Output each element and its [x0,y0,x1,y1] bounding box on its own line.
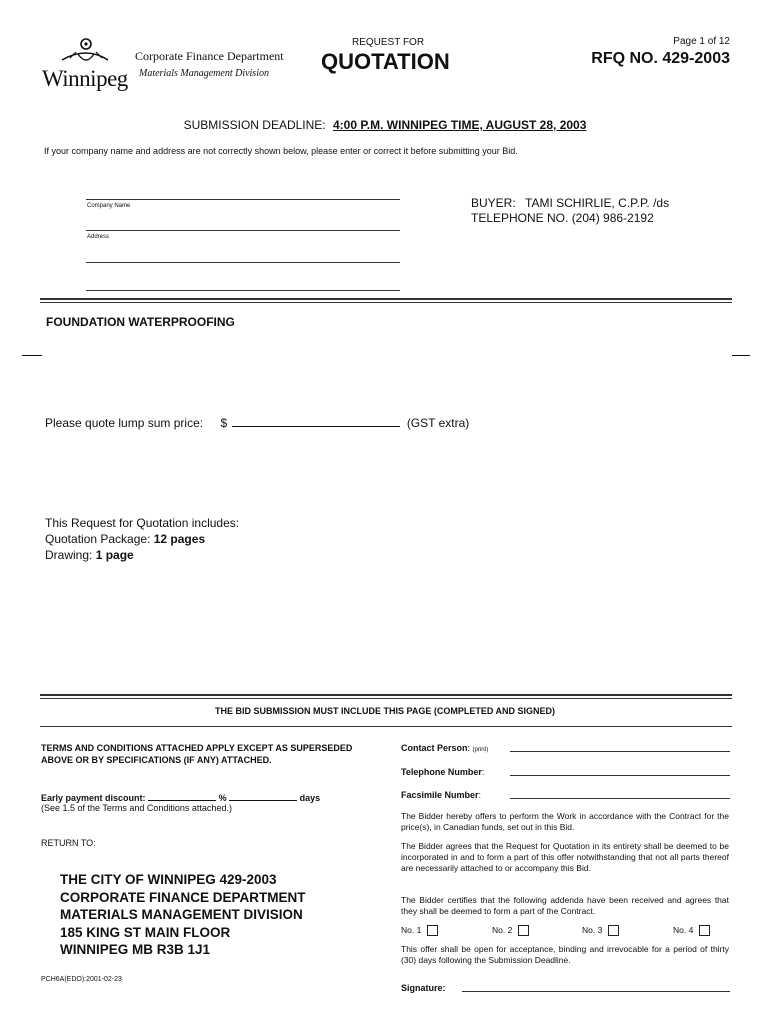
company-name-label: Company Name [87,203,131,209]
addendum-2-checkbox[interactable] [518,925,529,936]
addendum-4 [673,925,710,936]
divider-middle [40,694,732,699]
package-label: Quotation Package: [45,532,151,546]
includes-package [45,531,239,547]
winnipeg-logo [42,36,126,94]
address-line: MATERIALS MANAGEMENT DIVISION [60,907,303,922]
return-to-label: RETURN TO: [41,838,96,848]
address-line: CORPORATE FINANCE DEPARTMENT [60,889,306,905]
deadline-label: SUBMISSION DEADLINE: [183,118,326,132]
addendum-label: No. 3 [582,925,603,935]
addendum-label: No. 4 [673,925,694,935]
divider-thin [40,726,732,727]
bidder-certifies-para: The Bidder certifies that the following addenda have been received and agrees that they shall be deemed to form a part of the Contract. [401,895,729,916]
submission-deadline [0,118,770,132]
bid-submission-notice: THE BID SUBMISSION MUST INCLUDE THIS PAGE (COMPLETED AND SIGNED) [214,706,555,716]
telephone-label: Telephone Number [401,767,482,777]
page-number: Page 1 of 12 [673,36,730,47]
division-name: Materials Management Division [139,68,269,79]
address-line: WINNIPEG MB R3B 1J1 [60,942,211,957]
price-label: Please quote lump sum price: [45,416,204,430]
rfq-number: RFQ NO. 429-2003 [591,50,730,67]
signature-label: Signature: [401,983,446,993]
addendum-1-checkbox[interactable] [427,925,438,936]
city-emblem-icon [42,36,126,70]
department-name: Corporate Finance Department [135,49,284,63]
addendum-2 [492,925,529,936]
telephone-field[interactable] [510,775,730,776]
discount-note: (See 1.5 of the Terms and Conditions attached.) [41,803,232,813]
fax-label: Facsimile Number [401,790,479,800]
logo-wordmark: Winnipeg [42,66,128,91]
addendum-label: No. 1 [401,925,422,935]
price-currency: $ [220,416,228,430]
discount-days: days [299,793,321,803]
contact-print-note: (print) [472,747,489,753]
company-name-field[interactable] [86,199,400,200]
form-code: PCH6A(EDO):2001-02-23 [41,976,122,983]
early-payment-discount [41,791,320,803]
includes-heading: This Request for Quotation includes: [45,516,240,530]
bidder-agrees-para: The Bidder agrees that the Request for Quotation in its entirety shall be deemed to be incorporated in and to form a part of this offer notwithstanding that not all parts thereof are necessarily attached to or accompany this Bid. [401,841,729,873]
address-field-3[interactable] [86,290,400,291]
margin-mark-right [732,355,750,356]
contact-person-row: Contact Person: (print) [401,743,489,753]
return-address [60,871,306,959]
drawing-value: 1 page [95,548,134,562]
includes-block [45,515,239,563]
bidder-offer-para: The Bidder hereby offers to perform the Work in accordance with the Contract for the price(s), in Canadian funds, set out in this Bid. [401,811,729,832]
price-suffix: (GST extra) [406,416,470,430]
fax-field[interactable] [510,798,730,799]
address-label: Address [87,234,110,240]
terms-conditions: TERMS AND CONDITIONS ATTACHED APPLY EXCEPT AS SUPERSEDED ABOVE OR BY SPECIFICATIONS (IF ANY) ATTACHED. [41,743,353,765]
signature-field[interactable] [462,991,730,992]
request-for-label: REQUEST FOR [352,37,425,48]
addendum-4-checkbox[interactable] [699,925,710,936]
fax-row: Facsimile Number: [401,790,482,800]
lump-sum-price [45,415,469,430]
package-value: 12 pages [153,532,206,546]
drawing-label: Drawing: [45,548,93,562]
quotation-title: QUOTATION [321,49,450,74]
address-line: THE CITY OF WINNIPEG 429-2003 [60,872,277,887]
buyer-telephone: TELEPHONE NO. (204) 986-2192 [471,211,654,225]
deadline-note: If your company name and address are not correctly shown below, please enter or correct it before submitting your Bid. [44,146,518,156]
offer-open-para: This offer shall be open for acceptance, binding and irrevocable for a period of thirty (30) days following the Submission Deadline. [401,944,729,965]
address-line: 185 KING ST MAIN FLOOR [60,924,231,940]
addendum-1 [401,925,438,936]
addendum-3 [582,925,619,936]
telephone-row: Telephone Number: [401,767,485,777]
addendum-3-checkbox[interactable] [608,925,619,936]
contact-person-field[interactable] [510,751,730,752]
buyer-info [471,196,669,210]
address-field-1[interactable] [86,230,400,231]
project-title: FOUNDATION WATERPROOFING [46,315,235,329]
contact-label: Contact Person [401,743,468,753]
addendum-label: No. 2 [492,925,513,935]
address-field-2[interactable] [86,262,400,263]
divider-top [40,298,732,303]
deadline-value: 4:00 P.M. WINNIPEG TIME, AUGUST 28, 2003 [332,118,587,132]
discount-label: Early payment discount: [41,793,146,803]
buyer-name: TAMI SCHIRLIE, C.P.P. /ds [525,196,670,210]
discount-days-field[interactable] [229,791,297,801]
buyer-label: BUYER: [471,196,516,210]
discount-pct-field[interactable] [148,791,216,801]
discount-pct: % [218,793,227,803]
includes-drawing [45,547,239,563]
price-field[interactable] [232,415,400,427]
margin-mark-left [22,355,42,356]
